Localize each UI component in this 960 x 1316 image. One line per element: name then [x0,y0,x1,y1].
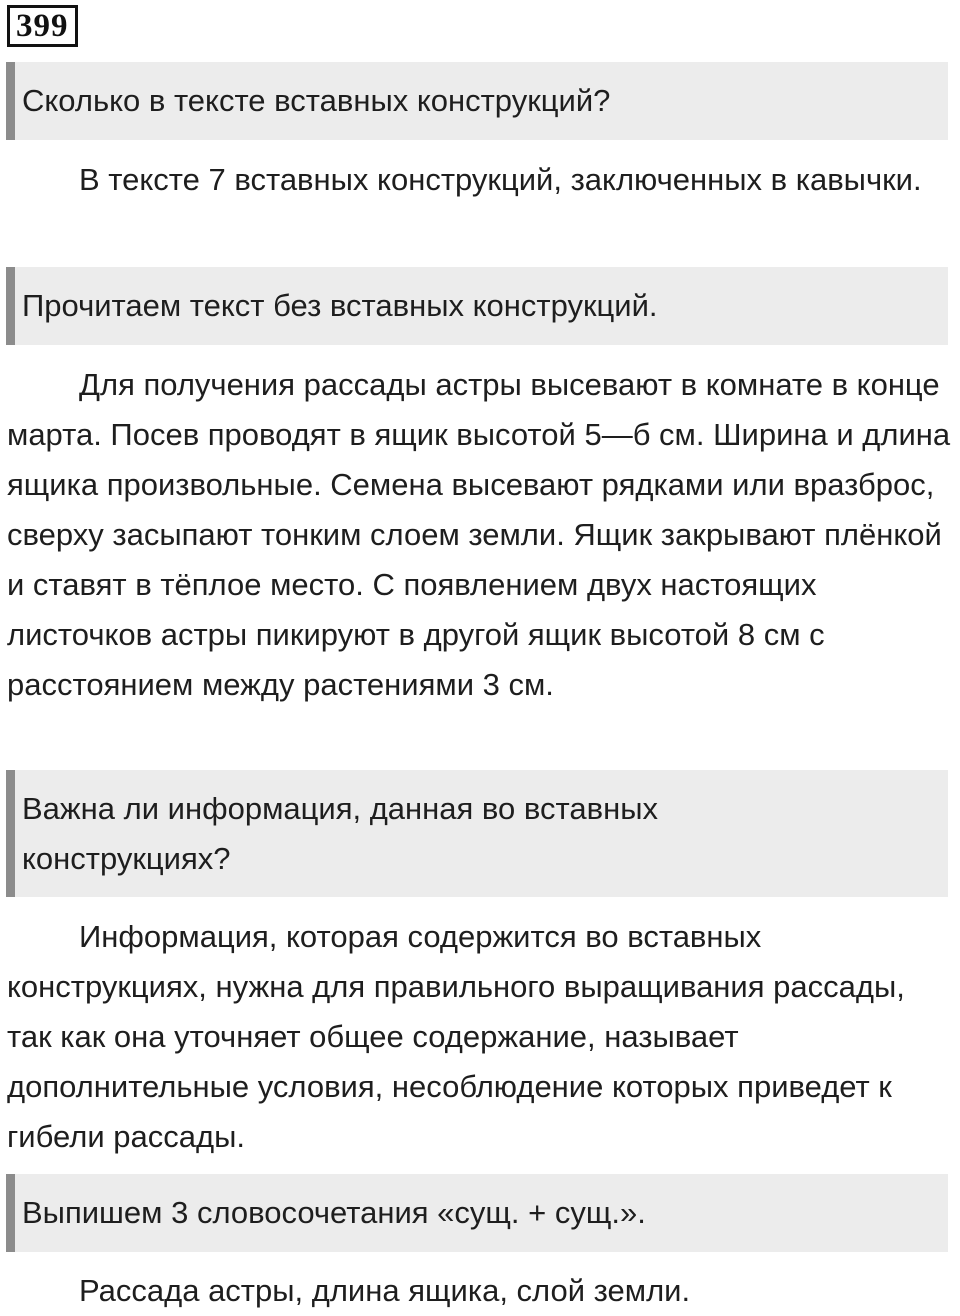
question-3 [6,770,948,897]
task-number-box [7,5,78,47]
answer-1 [7,155,955,205]
question-4 [6,1174,948,1252]
question-3-text: Важна ли информация, данная во вставных конструкциях? [22,791,658,876]
answer-1-text: В тексте 7 вставных конструкций, заключенных в кавычки. [79,162,922,197]
answer-2 [7,360,955,710]
answer-4 [7,1266,955,1316]
question-1 [6,62,948,140]
question-2-text: Прочитаем текст без вставных конструкций. [22,288,658,323]
question-4-text: Выпишем 3 словосочетания «сущ. + сущ.». [22,1195,646,1230]
answer-3-text: Информация, которая содержится во вставных конструкциях, нужна для правильного выращивания рассады, так как она уточняет общее содержание, называет дополнительные условия, несоблюдение которых приведет к гибели рассады. [7,919,905,1154]
answer-2-text: Для получения рассады астры высевают в комнате в конце марта. Посев проводят в ящик высотой 5—б см. Ширина и длина ящика произвольные. Семена высевают рядками или вразброс, сверху засыпают тонким слоем земли. Ящик закрывают плёнкой и ставят в тёплое место. С появлением двух настоящих листочков астры пикируют в другой ящик высотой 8 см с расстоянием между растениями 3 см. [7,367,951,702]
answer-4-text: Рассада астры, длина ящика, слой земли. [79,1273,691,1308]
question-2 [6,267,948,345]
question-1-text: Сколько в тексте вставных конструкций? [22,83,611,118]
answer-3 [7,912,955,1162]
task-number: 399 [16,8,69,44]
